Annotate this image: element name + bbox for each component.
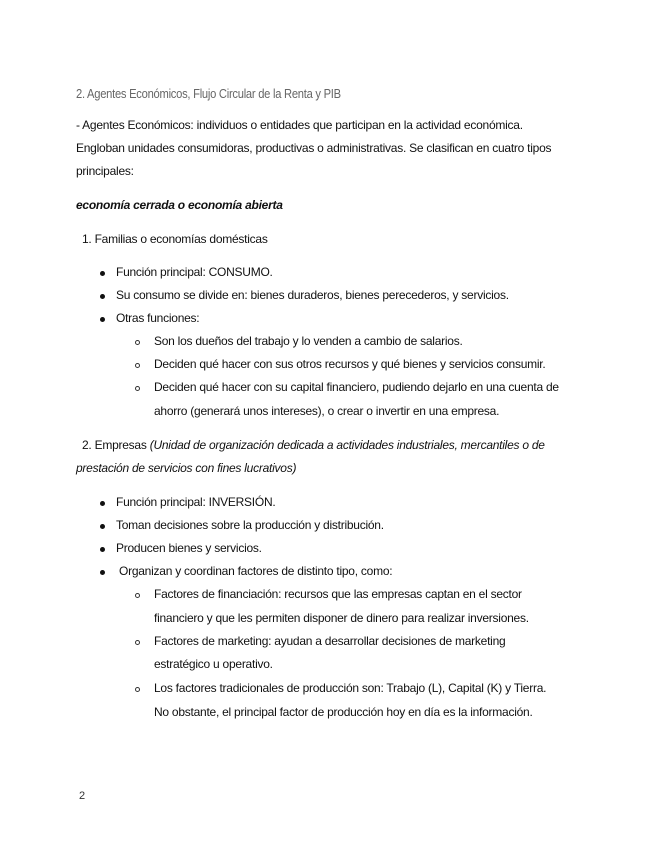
families-sub-3: Deciden qué hacer con su capital financiero, pudiendo dejarlo en una cuenta de bbox=[154, 380, 559, 394]
page-number: 2 bbox=[79, 790, 86, 802]
companies-sub-1-cont: financiero y que les permiten disponer de dinero para realizar inversiones. bbox=[154, 611, 529, 625]
families-bullet-1: Función principal: CONSUMO. bbox=[116, 265, 273, 279]
companies-sub-2: Factores de marketing: ayudan a desarrollar decisiones de marketing bbox=[154, 634, 506, 648]
companies-desc-1: (Unidad de organización dedicada a actividades industriales, mercantiles o de bbox=[149, 438, 545, 452]
intro-line-3: principales: bbox=[76, 164, 134, 178]
intro-line-1: - Agentes Económicos: individuos o entidades que participan en la actividad económica. bbox=[76, 118, 523, 132]
families-sub-2: Deciden qué hacer con sus otros recursos y qué bienes y servicios consumir. bbox=[154, 357, 546, 371]
companies-sub-1: Factores de financiación: recursos que las empresas captan en el sector bbox=[154, 587, 522, 601]
companies-sub-3-cont: No obstante, el principal factor de producción hoy en día es la información. bbox=[154, 705, 533, 719]
subtitle: economía cerrada o economía abierta bbox=[76, 198, 283, 212]
bullet-dot bbox=[100, 294, 105, 299]
bullet-circle bbox=[135, 687, 140, 692]
families-bullet-3: Otras funciones: bbox=[116, 311, 200, 325]
bullet-circle bbox=[135, 363, 140, 368]
bullet-dot bbox=[100, 547, 105, 552]
families-title: 1. Familias o economías domésticas bbox=[82, 232, 268, 246]
companies-sub-3: Los factores tradicionales de producción son: Trabajo (L), Capital (K) y Tierra. bbox=[154, 681, 547, 695]
bullet-circle bbox=[135, 386, 140, 391]
bullet-dot bbox=[100, 501, 105, 506]
bullet-circle bbox=[135, 593, 140, 598]
companies-bullet-3: Producen bienes y servicios. bbox=[116, 541, 262, 555]
companies-title: 2. Empresas bbox=[82, 438, 147, 452]
companies-sub-2-cont: estratégico u operativo. bbox=[154, 657, 273, 671]
families-sub-3-cont: ahorro (generará unos intereses), o crear o invertir en una empresa. bbox=[154, 404, 500, 418]
bullet-dot bbox=[100, 524, 105, 529]
companies-header bbox=[82, 434, 545, 457]
section-heading: 2. Agentes Económicos, Flujo Circular de la Renta y PIB bbox=[76, 86, 341, 101]
companies-bullet-1: Función principal: INVERSIÓN. bbox=[116, 495, 276, 509]
families-bullet-2: Su consumo se divide en: bienes duraderos, bienes perecederos, y servicios. bbox=[116, 288, 509, 302]
companies-bullet-4: Organizan y coordinan factores de distinto tipo, como: bbox=[119, 564, 393, 578]
families-sub-1: Son los dueños del trabajo y lo venden a cambio de salarios. bbox=[154, 334, 463, 348]
bullet-circle bbox=[135, 640, 140, 645]
bullet-dot bbox=[100, 271, 105, 276]
bullet-circle bbox=[135, 340, 140, 345]
companies-desc-2: prestación de servicios con fines lucrativos) bbox=[76, 461, 297, 475]
companies-bullet-2: Toman decisiones sobre la producción y distribución. bbox=[116, 518, 384, 532]
bullet-dot bbox=[100, 317, 105, 322]
intro-line-2: Engloban unidades consumidoras, productivas o administrativas. Se clasifican en cuatro tipos bbox=[76, 141, 552, 155]
bullet-dot bbox=[100, 570, 105, 575]
